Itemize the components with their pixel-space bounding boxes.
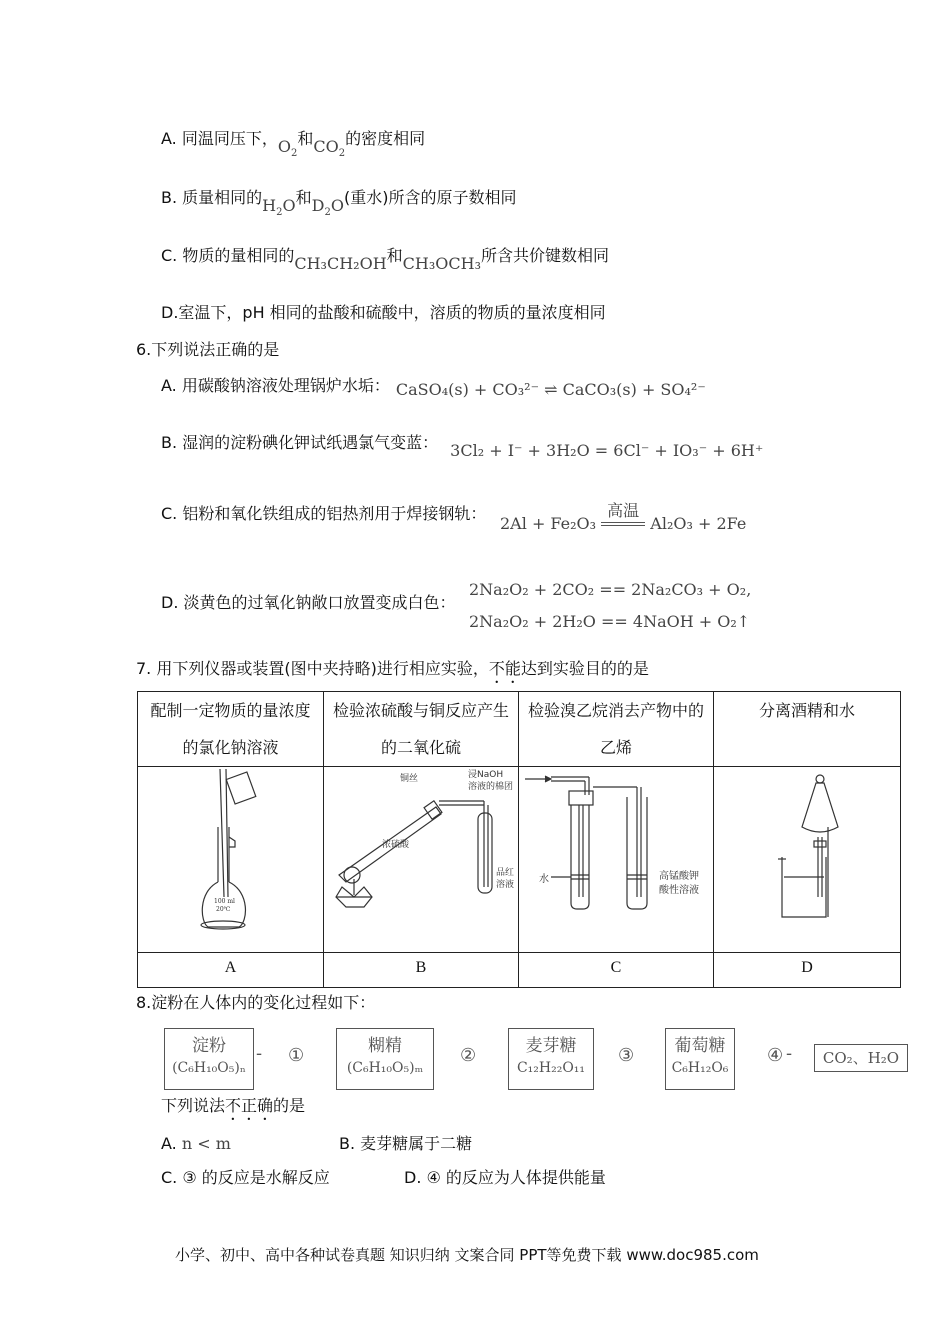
q8-step-4: ④ bbox=[767, 1045, 784, 1066]
svg-text:溶液: 溶液 bbox=[496, 880, 515, 890]
q8-step-2: ② bbox=[460, 1045, 477, 1066]
svg-text:浸NaOH: 浸NaOH bbox=[468, 770, 504, 780]
q8-arrow-1: - bbox=[256, 1043, 263, 1064]
svg-text:酸性溶液: 酸性溶液 bbox=[659, 885, 699, 896]
q8-box-dextrin: 糊精 (C₆H₁₀O₅)ₘ bbox=[336, 1028, 434, 1090]
q6-option-a: A. 用碳酸钠溶液处理锅炉水垢： CaSO₄(s) + CO₃²⁻ ⇌ CaCO₃(s) + SO₄²⁻ bbox=[161, 376, 706, 399]
svg-text:浓硫酸: 浓硫酸 bbox=[382, 840, 410, 850]
q8-arrow-4: - bbox=[786, 1043, 793, 1064]
footer-ad: 小学、初中、高中各种试卷真题 知识归纳 文案合同 PPT等免费下载 www.doc985.com bbox=[175, 1246, 759, 1264]
q8-box-maltose: 麦芽糖 C₁₂H₂₂O₁₁ bbox=[508, 1028, 594, 1090]
svg-text:水: 水 bbox=[539, 874, 549, 885]
q6-option-d: D. 淡黄色的过氧化钠敞口放置变成白色： bbox=[161, 593, 456, 612]
q7-header-c: 检验溴乙烷消去产物中的乙烯 bbox=[519, 692, 714, 767]
q5-option-d: D.室温下，pH 相同的盐酸和硫酸中，溶质的物质的量浓度相同 bbox=[161, 303, 606, 322]
q7-title: 7. 用下列仪器或装置(图中夹持略)进行相应实验，不能达到实验目的的是 bbox=[136, 659, 649, 678]
q8-box-glucose: 葡萄糖 C₆H₁₂O₆ bbox=[665, 1028, 735, 1090]
q8-option-d: D. ④ 的反应为人体提供能量 bbox=[404, 1168, 606, 1187]
q8-box-products: CO₂、H₂O bbox=[814, 1044, 908, 1072]
svg-text:高锰酸钾: 高锰酸钾 bbox=[659, 871, 699, 882]
q7-image-d bbox=[714, 767, 901, 953]
q8-step-1: ① bbox=[288, 1045, 305, 1066]
q7-header-a: 配制一定物质的量浓度的氯化钠溶液 bbox=[138, 692, 324, 767]
q7-header-b: 检验浓硫酸与铜反应产生的二氧化硫 bbox=[324, 692, 519, 767]
q6-option-d-eq1: 2Na₂O₂ + 2CO₂ == 2Na₂CO₃ + O₂, bbox=[469, 580, 752, 599]
svg-text:品红: 品红 bbox=[496, 868, 515, 878]
q7-label-b: B bbox=[324, 953, 519, 988]
q7-table bbox=[137, 691, 901, 988]
q7-label-d: D bbox=[714, 953, 901, 988]
q6-title: 6.下列说法正确的是 bbox=[136, 340, 280, 359]
q6-option-b: B. 湿润的淀粉碘化钾试纸遇氯气变蓝： 3Cl₂ + I⁻ + 3H₂O = 6Cl⁻ + IO₃⁻ + 6H⁺ bbox=[161, 433, 764, 460]
q8-option-c: C. ③ 的反应是水解反应 bbox=[161, 1168, 330, 1187]
q8-title: 8.淀粉在人体内的变化过程如下： bbox=[136, 993, 376, 1012]
q8-option-a: A. n < m bbox=[161, 1134, 231, 1153]
q6-option-d-eq2: 2Na₂O₂ + 2H₂O == 4NaOH + O₂↑ bbox=[469, 612, 751, 631]
q7-label-a: A bbox=[138, 953, 324, 988]
svg-text:20℃: 20℃ bbox=[216, 906, 231, 913]
q8-subtitle: 下列说法不正确的是 bbox=[161, 1096, 306, 1115]
q6-option-c-equation: 2Al + Fe₂O₃ 高温 Al₂O₃ + 2Fe bbox=[500, 501, 747, 533]
svg-text:100 ml: 100 ml bbox=[214, 898, 235, 905]
q8-step-3: ③ bbox=[618, 1045, 635, 1066]
q7-header-d: 分离酒精和水 bbox=[714, 692, 901, 767]
q8-option-b: B. 麦芽糖属于二糖 bbox=[339, 1134, 473, 1153]
q5-option-a: A. 同温同压下，$O_2$和$CO_2$的密度相同 bbox=[161, 129, 426, 160]
svg-text:溶液的棉团: 溶液的棉团 bbox=[468, 782, 514, 792]
q7-image-b bbox=[324, 767, 519, 953]
q8-box-starch: 淀粉 (C₆H₁₀O₅)ₙ bbox=[164, 1028, 254, 1090]
q6-option-c: C. 铝粉和氧化铁组成的铝热剂用于焊接钢轨： bbox=[161, 504, 487, 523]
q7-image-a bbox=[138, 767, 324, 953]
q7-image-c bbox=[519, 767, 714, 953]
q7-label-c: C bbox=[519, 953, 714, 988]
svg-text:铜丝: 铜丝 bbox=[400, 774, 419, 784]
q5-option-c: C. 物质的量相同的CH₃CH₂OH和CH₃OCH₃所含共价键数相同 bbox=[161, 246, 610, 273]
q5-option-b: B. 质量相同的$H_2O$和$D_2O$(重水)所含的原子数相同 bbox=[161, 188, 517, 219]
